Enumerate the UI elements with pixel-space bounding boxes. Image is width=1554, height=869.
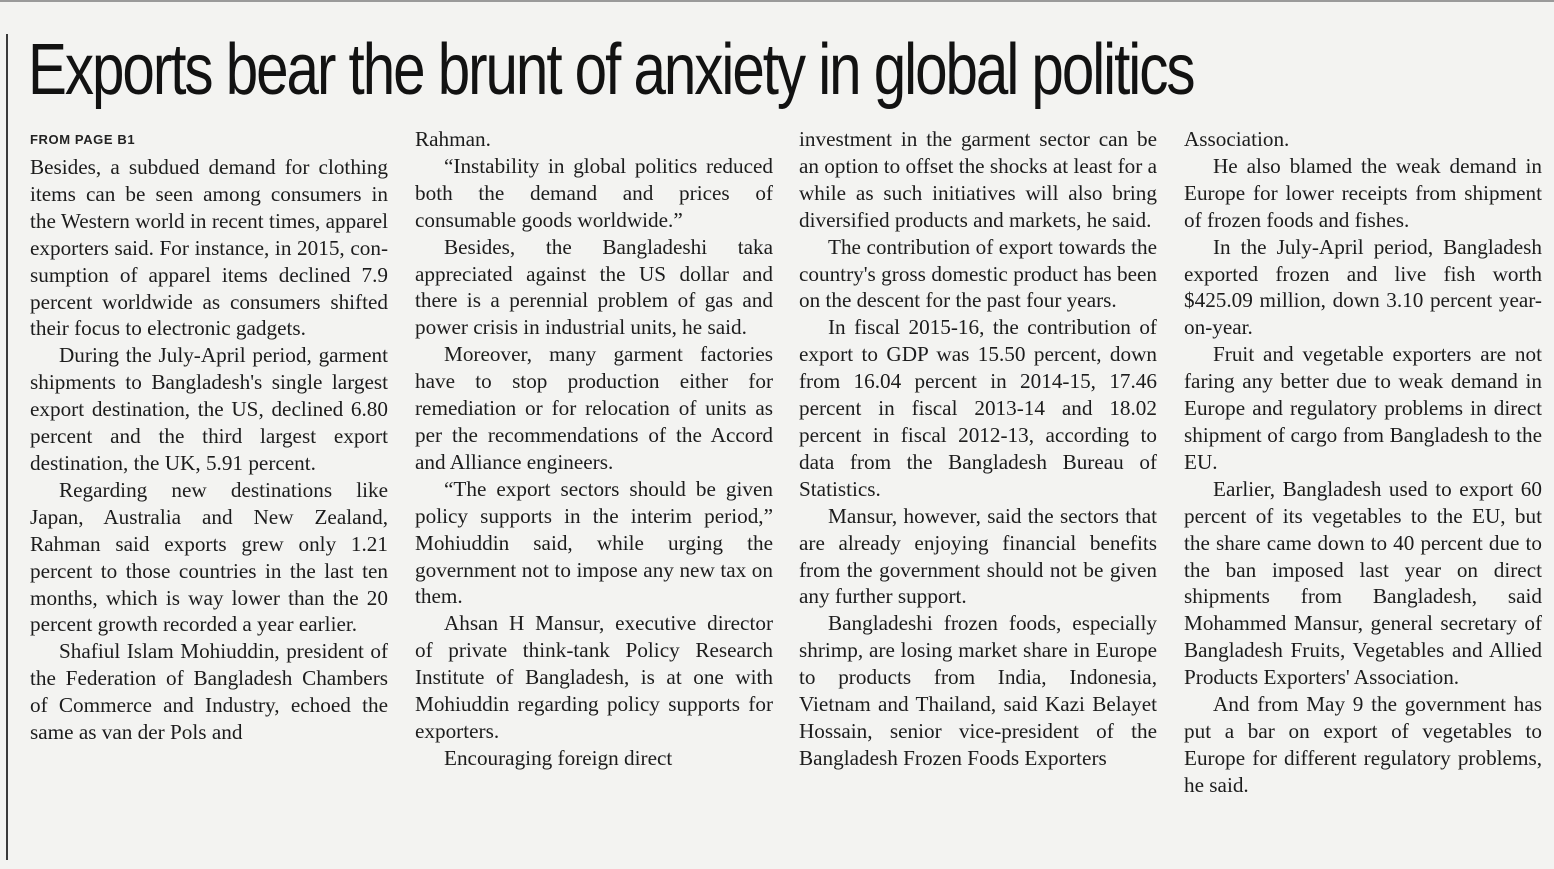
article-column-2 xyxy=(415,126,773,861)
paragraph: The contribution of export towards the country's gross domestic product has been on the descent for the past four years. xyxy=(799,234,1157,313)
article-column-4 xyxy=(1184,126,1542,861)
paragraph: Moreover, many garment factories have to stop production either for remediation or for relocation of units as per the recommendations of the Accord and Alliance engineers. xyxy=(415,342,773,474)
paragraph: Fruit and vegetable exporters are not faring any better due to weak demand in Europe and regulatory problems in direct shipment of cargo from Bangladesh to the EU. xyxy=(1184,342,1542,474)
paragraph: “Instability in global politics reduced both the demand and prices of consumable goods worldwide.” xyxy=(415,153,773,232)
paragraph: In the July-April period, Bangladesh exported frozen and live fish worth $425.09 million, down 3.10 percent year-on-year. xyxy=(1184,234,1542,340)
paragraph: Regarding new destinations like Japan, Australia and New Zealand, Rahman said exports grew only 1.21 percent to those countries in the last ten months, which is way lower than the 20 percent growth recorded a year earlier. xyxy=(30,477,388,637)
paragraph: In fiscal 2015-16, the contribution of export to GDP was 15.50 percent, down from 16.04 percent in 2014-15, 17.46 percent in fiscal 2013-14 and 18.02 percent in fiscal 2012-13, according to data from the Bangladesh Bureau of Statistics. xyxy=(799,315,1157,501)
paragraph: Shafiul Islam Mohiuddin, president of the Federation of Bangladesh Chambers of Commerce and Industry, echoed the same as van der Pols and xyxy=(30,639,388,745)
paragraph: Encouraging foreign direct xyxy=(444,745,673,770)
top-rule xyxy=(0,0,1554,2)
paragraph: Earlier, Bangladesh used to export 60 percent of its vegetables to the EU, but the share came down to 40 percent due to the ban imposed last year on direct shipments from Bangladesh, said Mohammed Mansur, general secretary of Bangladesh Fruits, Vegetables and Allied Products Exporters' Association. xyxy=(1184,476,1542,690)
paragraph: Besides, the Bangladeshi taka appreciated against the US dollar and there is a perennial problem of gas and power crisis in industrial units, he said. xyxy=(415,234,773,340)
paragraph: “The export sectors should be given policy supports in the interim period,” Mohiuddin said, while urging the government not to impose any new tax on them. xyxy=(415,476,773,609)
headline: Exports bear the brunt of anxiety in global politics xyxy=(28,30,1194,110)
paragraph: And from May 9 the government has put a bar on export of vegetables to Europe for different regulatory problems, he said. xyxy=(1184,692,1542,797)
paragraph: Association. xyxy=(1184,127,1290,151)
paragraph: investment in the garment sector can be an option to offset the shocks at least for a while as such initiatives will also bring diversified products and markets, he said. xyxy=(799,127,1157,232)
article-column-1 xyxy=(30,126,388,861)
paragraph: Mansur, however, said the sectors that are already enjoying financial benefits from the government should not be given any further support. xyxy=(799,503,1157,609)
left-column-rule xyxy=(6,34,8,860)
paragraph: Rahman. xyxy=(415,127,491,151)
paragraph: Ahsan H Mansur, executive director of private think-tank Policy Research Institute of Bangladesh, is at one with Mohiuddin regarding policy supports for exporters. xyxy=(415,611,773,743)
jump-kicker: FROM PAGE B1 xyxy=(30,132,136,147)
paragraph: During the July-April period, garment shipments to Bangladesh's single largest export destination, the US, declined 6.80 percent and the third largest export destination, the UK, 5.91 percent. xyxy=(30,343,388,475)
paragraph: Besides, a subdued demand for clothing items can be seen among consumers in the Western world in recent times, apparel exporters said. For instance, in 2015, consumption of apparel items declined 7.9 percent worldwide as consumers shifted their focus to electronic gadgets. xyxy=(30,155,388,341)
paragraph: He also blamed the weak demand in Europe for lower receipts from shipment of frozen foods and fishes. xyxy=(1184,153,1542,232)
paragraph: Bangladeshi frozen foods, especially shrimp, are losing market share in Europe to products from India, Indonesia, Vietnam and Thailand, said Kazi Belayet Hossain, senior vice-president of the Bangladesh Frozen Foods Exporters xyxy=(799,611,1157,770)
article-column-3 xyxy=(799,126,1157,861)
